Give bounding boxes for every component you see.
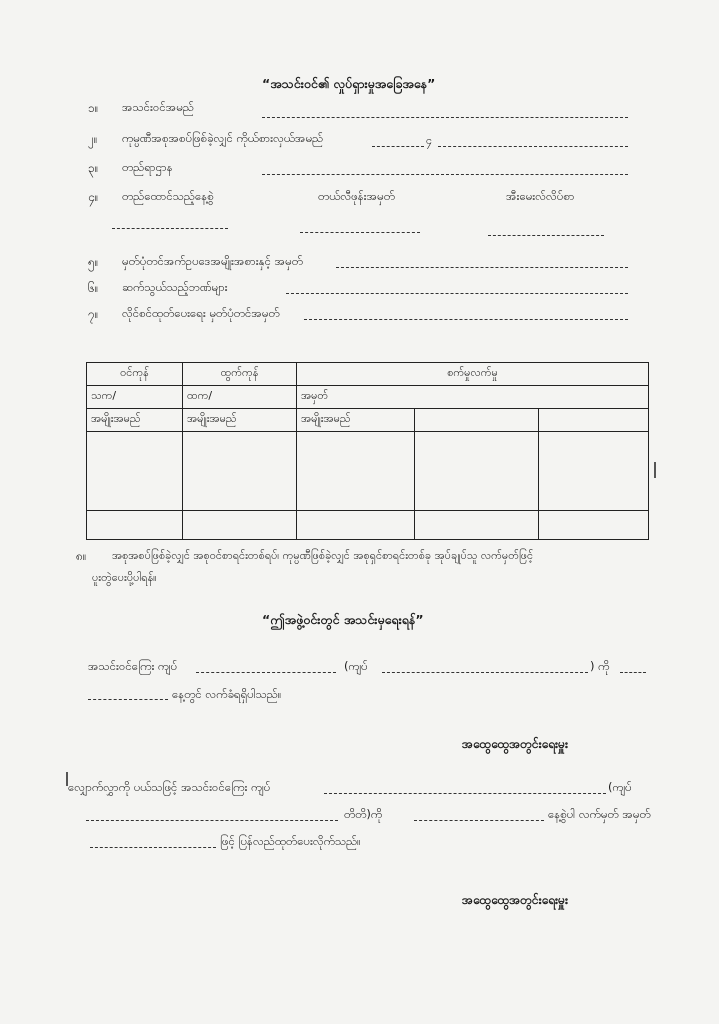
industry-number-label: အမှတ် [297, 385, 649, 408]
fee-words-line[interactable] [382, 672, 588, 673]
fee-words-close: ) ကို [590, 659, 610, 673]
fee-tail-line[interactable] [620, 672, 646, 673]
fee-label: အသင်းဝင်ကြေး ကျပ် [88, 659, 178, 673]
refund-amount-line[interactable] [324, 793, 606, 794]
note-line-1: အစုအစပ်ဖြစ်ခဲ့လျှင် အစုဝင်စာရင်းတစ်ရပ်၊ ကုမ္ပဏီဖြစ်ခဲ့လျှင် အစုရှင်စာရင်းတစ်ခု အုပ်ချုပ်သူ လက်မှတ်ဖြင့် [112, 549, 534, 562]
scan-mark [654, 462, 656, 478]
table-cell-empty[interactable] [183, 431, 297, 510]
header-export: ထွက်ကုန် [183, 363, 297, 386]
founded-date-line[interactable] [112, 228, 228, 229]
representative-line-b[interactable] [438, 146, 628, 147]
field-number-4: ၄။ [88, 190, 99, 204]
refund-label: လျှောက်လွှာကို ပယ်သဖြင့် အသင်းဝင်ကြေး ကျပ် [68, 780, 271, 794]
voucher-number-line[interactable] [90, 847, 216, 848]
field-label-location: တည်ရာဌာန [122, 160, 173, 174]
table-cell-empty[interactable] [539, 431, 649, 510]
table-cell-empty[interactable] [297, 510, 415, 539]
received-date-line[interactable] [88, 699, 168, 700]
table-cell-empty[interactable] [87, 510, 183, 539]
registration-type-line[interactable] [336, 267, 628, 268]
refund-date-line[interactable] [414, 820, 544, 821]
table-cell-empty[interactable] [415, 431, 539, 510]
field-number-5: ၅။ [88, 255, 99, 269]
phone-label: တယ်လီဖုန်းအမှတ် [318, 189, 395, 203]
refund-words-line[interactable] [86, 820, 338, 821]
signature-1: အထွေထွေအတွင်းရေးမှူး [462, 737, 569, 751]
field-label-license-number: လိုင်စင်ထုတ်ပေးရေး မှတ်ပုံတင်အမှတ် [122, 306, 280, 320]
fee-words-open: (ကျပ် [344, 659, 368, 673]
header-import: ဝင်ကုန် [87, 363, 183, 386]
scan-mark [66, 772, 68, 786]
field-number-1: ၁။ [88, 101, 99, 115]
phone-line[interactable] [300, 232, 420, 233]
license-number-line[interactable] [304, 319, 628, 320]
refund-date-text: နေ့စွဲပါ လက်မှတ် အမှတ် [548, 807, 651, 821]
table-cell-empty[interactable] [415, 408, 539, 431]
trade-table [86, 362, 649, 540]
export-code-label: ထက/ [183, 385, 297, 408]
field-label-member-name: အသင်းဝင်အမည် [122, 100, 195, 114]
office-use-title: “ဤအဖွဲ့ဝင်းတွင် အသင်းမှရေးရန်” [262, 612, 424, 627]
field-number-7: ၇။ [88, 307, 99, 321]
fee-amount-line[interactable] [196, 672, 336, 673]
form-title: “အသင်းဝင်၏ လှုပ်ရှားမှုအခြေအနေ” [262, 76, 436, 91]
member-name-line[interactable] [262, 117, 628, 118]
field-label-representative: ကုမ္ပဏီအစုအစပ်ဖြစ်ခဲ့လျှင် ကိုယ်စားလှယ်အမည် [122, 131, 324, 145]
field-label-founded-date: တည်ထောင်သည့်နေ့စွဲ [122, 189, 214, 203]
banks-line[interactable] [286, 293, 628, 294]
field-number-6: ၆။ [88, 281, 99, 295]
header-industry: စက်မှုလက်မှု [297, 363, 649, 386]
export-type-label: အမျိုးအမည် [183, 408, 297, 431]
industry-type-label: အမျိုးအမည် [297, 408, 415, 431]
email-line[interactable] [488, 235, 604, 236]
note-line-2: ပူးတွဲပေးပို့ပါရန်။ [92, 571, 157, 584]
table-cell-empty[interactable] [87, 431, 183, 510]
import-type-label: အမျိုးအမည် [87, 408, 183, 431]
field-label-registration-type: မှတ်ပုံတင်အက်ဥပဒေအမျိုးအစားနှင့် အမှတ် [122, 254, 303, 268]
note-number: ၈။ [76, 549, 87, 563]
import-code-label: သက/ [87, 385, 183, 408]
table-cell-empty[interactable] [539, 510, 649, 539]
representative-line-a[interactable] [372, 146, 424, 147]
field-label-banks: ဆက်သွယ်သည့်ဘဏ်များ [122, 280, 228, 294]
table-cell-empty[interactable] [183, 510, 297, 539]
field-number-2: ၂။ [88, 132, 98, 146]
received-text: နေ့တွင် လက်ခံရရှိပါသည်။ [172, 687, 282, 701]
refund-text: ဖြင့် ပြန်လည်ထုတ်ပေးလိုက်သည်။ [220, 834, 361, 848]
field-number-3: ၃။ [88, 161, 99, 175]
table-cell-empty[interactable] [415, 510, 539, 539]
location-line[interactable] [262, 174, 628, 175]
refund-words-close: တိတိ)ကို [344, 807, 383, 821]
refund-words-open: (ကျပ် [608, 780, 632, 794]
email-label: အီးမေးလ်လိပ်စာ [506, 189, 575, 203]
table-cell-empty[interactable] [539, 408, 649, 431]
table-cell-empty[interactable] [297, 431, 415, 510]
representative-value: ၄ [426, 134, 433, 147]
signature-2: အထွေထွေအတွင်းရေးမှူး [462, 893, 569, 907]
